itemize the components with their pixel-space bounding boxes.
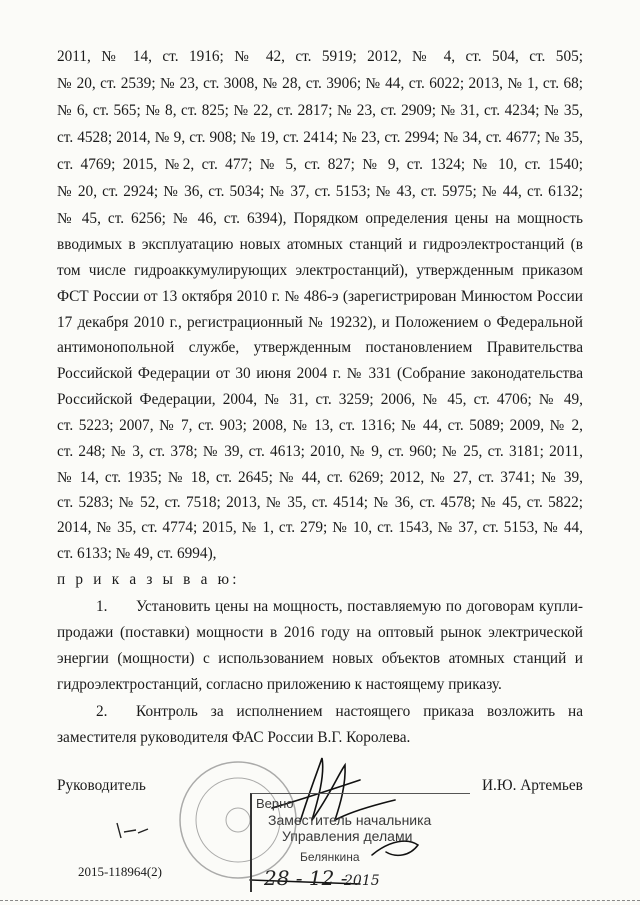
item-first-line: Контроль за исполнением настоящего приказа возложить на — [136, 703, 583, 720]
body-line: ст. 5223; 2007, № 7, ст. 903; 2008, № 13, ст. 1316; № 44, ст. 5089; 2009, № 2, — [57, 417, 583, 434]
item-line: гидроэлектростанций, согласно приложению к настоящему приказу. — [57, 676, 502, 693]
item-first-line: Установить цены на мощность, поставляемую по договорам купли- — [136, 598, 583, 615]
item-line: продажи (поставки) мощности в 2016 году на оптовый рынок электрической — [57, 624, 583, 641]
stamp-year: 2015 — [344, 873, 380, 889]
body-line: № 45, ст. 6256; № 46, ст. 6394), Порядком определения цены на мощность — [57, 210, 583, 227]
item-number: 2. — [96, 703, 108, 720]
body-line: 17 декабря 2010 г., регистрационный № 19232), и Положением о Федеральной — [57, 314, 583, 331]
body-line: 2011, № 14, ст. 1916; № 42, ст. 5919; 2012, № 4, ст. 504, ст. 505; — [57, 48, 583, 65]
signatory-title: Руководитель — [57, 777, 146, 794]
body-line: ст. 4769; 2015, №2, ст. 477; № 5, ст. 827; № 9, ст. 1324; № 10, ст. 1540; — [57, 156, 583, 173]
body-line: ст. 4528; 2014, № 9, ст. 908; № 19, ст. 2414; № 23, ст. 2994; № 34, ст. 4677; № 35, — [57, 129, 583, 146]
item-line: энергии (мощности) с использованием новых объектов атомных станций и — [57, 650, 583, 667]
body-line: № 20, ст. 2539; № 23, ст. 3008, № 28, ст. 3906; № 44, ст. 6022; 2013, № 1, ст. 68; — [57, 75, 583, 92]
signatory-name: И.Ю. Артемьев — [482, 777, 583, 794]
body-line: ст. 5283; № 52, ст. 7518; 2013, № 35, ст. 4514; № 36, ст. 4578; № 45, ст. 5822; — [57, 494, 583, 511]
body-line: № 20, ст. 2924; № 36, ст. 5034; № 37, ст. 5153; № 43, ст. 5975; № 44, ст. 6132; — [57, 183, 583, 200]
page-edge — [0, 900, 640, 901]
stamp-text: Верно — [256, 796, 294, 811]
item-number: 1. — [96, 598, 108, 615]
body-line: Российской Федерации от 30 июня 2004 г. № 331 (Собрание законодательства — [57, 365, 583, 382]
body-line: вводимых в эксплуатацию новых атомных станций и гидроэлектростанций (в — [57, 236, 583, 253]
body-line: Российской Федерации, 2004, № 31, ст. 3259; 2006, № 45, ст. 4706; № 49, — [57, 391, 583, 408]
body-line: ФСТ России от 13 октября 2010 г. № 486-э (зарегистрирован Минюстом России — [57, 288, 583, 305]
stamp-text: Белянкина — [300, 850, 360, 864]
body-line: № 6, ст. 565; № 8, ст. 825; № 22, ст. 2817; № 23, ст. 2909; № 31, ст. 4234; № 35, — [57, 102, 583, 119]
body-line: 2014, № 35, ст. 4774; 2015, № 1, ст. 279; № 10, ст. 1543, № 37, ст. 5153, № 44, — [57, 519, 583, 536]
stamp-date: 28 - 12 - — [264, 866, 348, 890]
body-line: ст. 6133; № 49, ст. 6994), — [57, 545, 217, 562]
body-line: антимонопольной службе, утвержденным постановлением Правительства — [57, 339, 583, 356]
prikaz-word: п р и к а з ы в а ю: — [57, 571, 240, 588]
stamp-text: Управления делами — [282, 828, 413, 844]
body-line: № 14, ст. 1935; № 18, ст. 2645; № 44, ст. 6269; 2012, № 27, ст. 3741; № 39, — [57, 469, 583, 486]
item-line: заместителя руководителя ФАС России В.Г. Королева. — [57, 729, 411, 746]
body-line: ст. 248; № 3, ст. 378; № 39, ст. 4613; 2010, № 9, ст. 960; № 25, ст. 3181; 2011, — [57, 443, 583, 460]
margin-marks — [117, 823, 148, 838]
document-number: 2015-118964(2) — [78, 864, 163, 879]
stamp-text: Заместитель начальника — [268, 812, 432, 828]
body-line: том числе гидроаккумулирующих электростанций), утвержденным приказом — [57, 262, 583, 279]
